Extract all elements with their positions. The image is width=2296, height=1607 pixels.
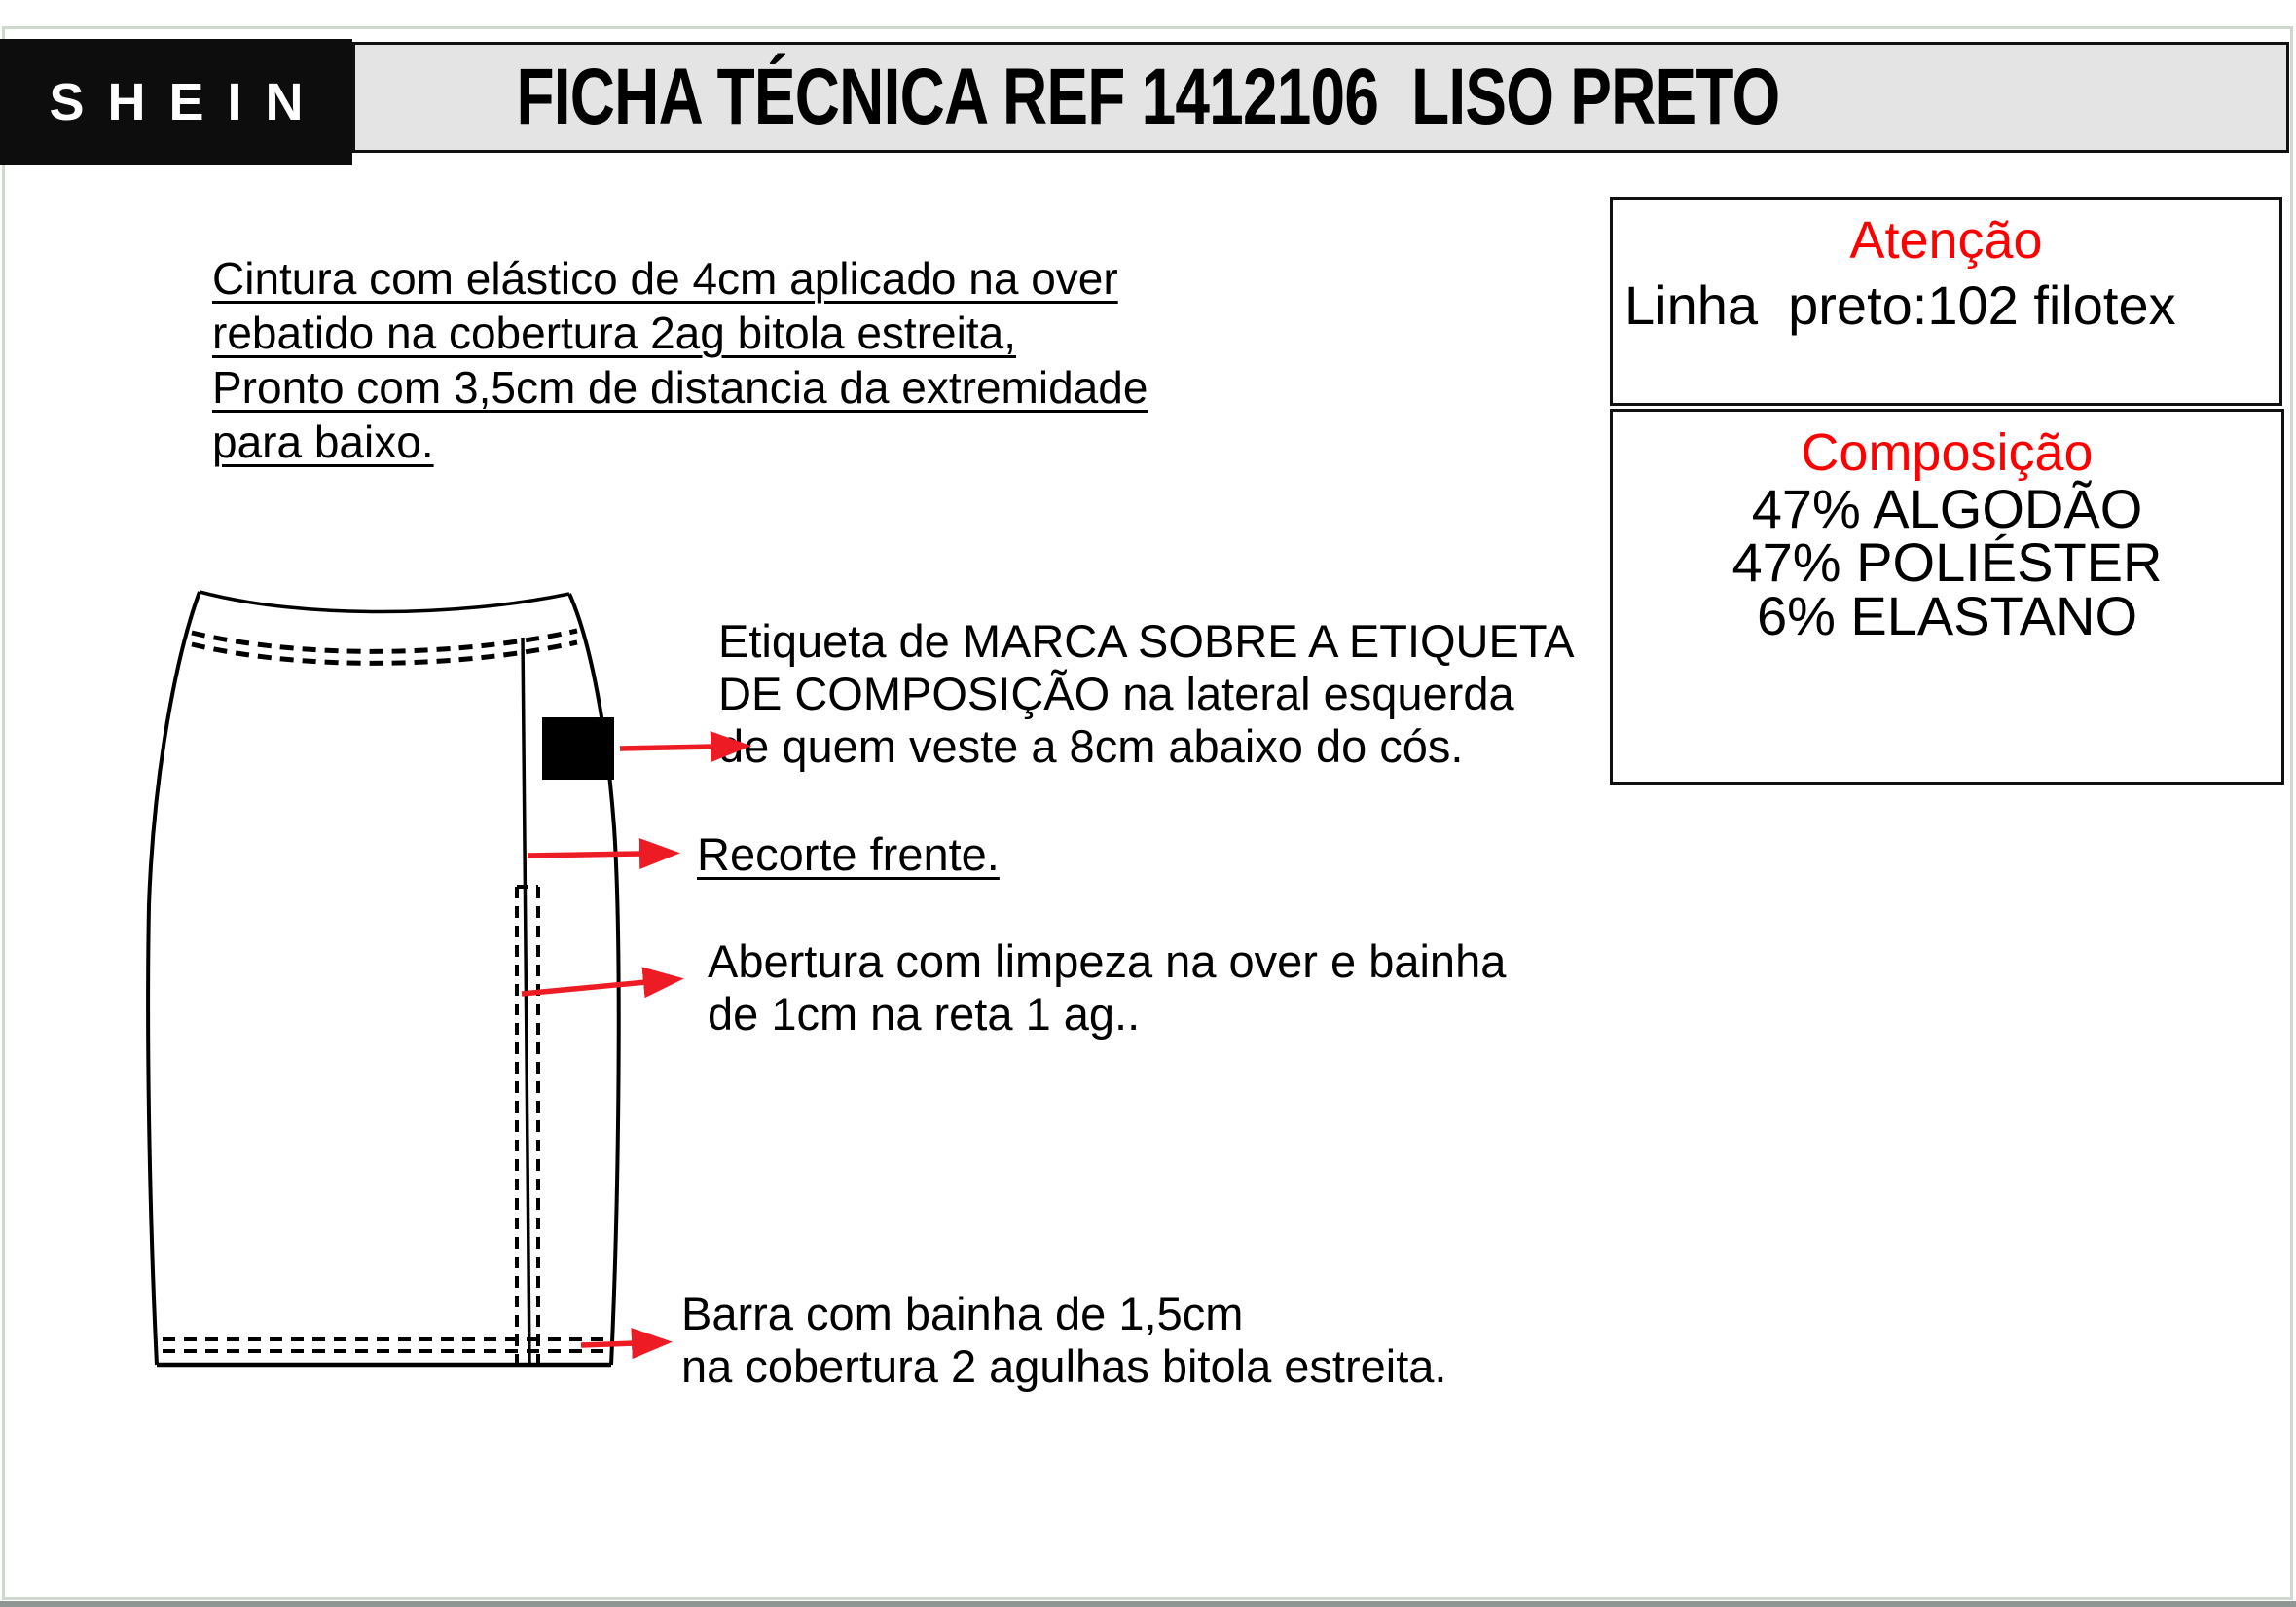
composition-title: Composição: [1801, 423, 2094, 482]
hem-callout-line: Barra com bainha de 1,5cm: [681, 1288, 1244, 1339]
front-cut-callout-text: Recorte frente.: [697, 828, 1000, 880]
front-cut-callout: [697, 828, 1000, 881]
hem-callout-line: na cobertura 2 agulhas bitola estreita.: [681, 1340, 1447, 1392]
composition-box: [1610, 409, 2284, 785]
brand-label-callout-line: DE COMPOSIÇÃO na lateral esquerda: [718, 668, 1514, 719]
waistband-note: [212, 251, 1148, 469]
arrow-icon-brand-label: [620, 747, 713, 749]
skirt-right-seam: [569, 594, 619, 1365]
brand-label-square: [542, 717, 614, 780]
waistband-stitch-line: [192, 642, 577, 663]
attention-title: Atenção: [1849, 211, 2043, 270]
page-title: FICHA TÉCNICA REF 1412106 LISO PRETO: [516, 53, 1780, 141]
waistband-note-line: rebatido na cobertura 2ag bitola estreita,: [212, 308, 1016, 358]
slit-callout: [708, 935, 1506, 1041]
arrow-icon-slit: [522, 982, 646, 994]
waistband-note-line: para baixo.: [212, 417, 434, 467]
brand-logo: SHEIN: [49, 73, 327, 131]
skirt-left-seam: [148, 592, 200, 1365]
waistband-note-line: Cintura com elástico de 4cm aplicado na over: [212, 253, 1118, 304]
waistband-stitch-line: [192, 631, 577, 651]
slit-callout-line: de 1cm na reta 1 ag..: [708, 988, 1141, 1040]
composition-item: 47% ALGODÃO: [1751, 478, 2143, 539]
slit-callout-line: Abertura com limpeza na over e bainha: [708, 935, 1507, 987]
brand-label-callout: [718, 615, 1574, 773]
skirt-waist-top-edge: [200, 592, 569, 612]
attention-thread-line: Linha preto:102 filotex: [1624, 274, 2176, 336]
arrow-icon-hem: [581, 1343, 635, 1345]
brand-label-callout-line: de quem veste a 8cm abaixo do cós.: [718, 720, 1464, 772]
attention-box: [1610, 197, 2282, 406]
brand-label-callout-line: Etiqueta de MARCA SOBRE A ETIQUETA: [718, 615, 1575, 667]
waistband-note-line: Pronto com 3,5cm de distancia da extremidade: [212, 362, 1148, 413]
composition-item: 6% ELASTANO: [1756, 585, 2138, 646]
hem-callout: [681, 1288, 1446, 1393]
arrow-icon-front-cut: [528, 854, 642, 856]
front-cut-seam-line: [523, 638, 529, 1365]
composition-item: 47% POLIÉSTER: [1731, 531, 2163, 593]
page-bottom-strip: [0, 1601, 2296, 1607]
